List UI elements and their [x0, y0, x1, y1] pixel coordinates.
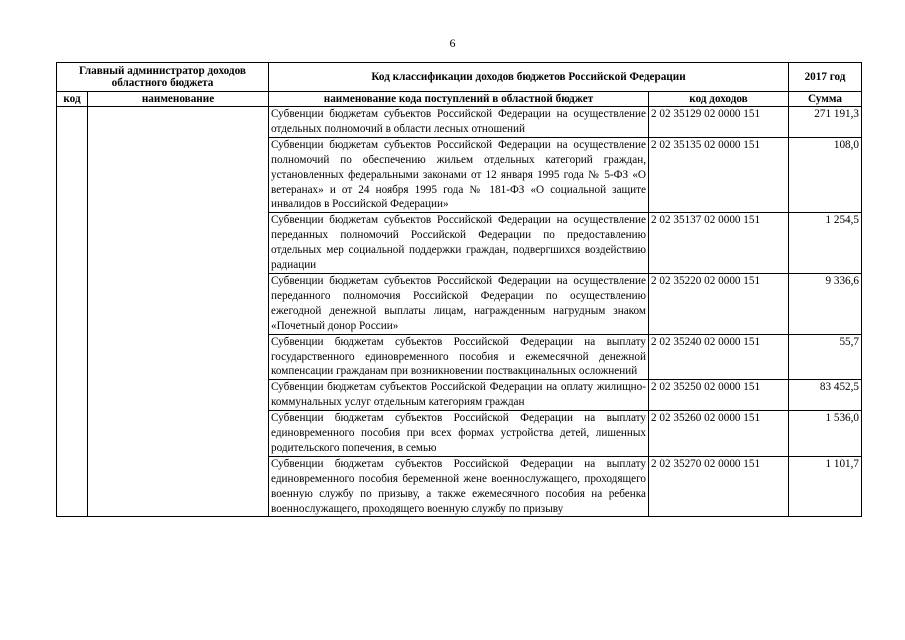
admin-code-cell — [57, 107, 88, 517]
revenue-name: Субвенции бюджетам субъектов Российской Федерации на оплату жилищно-коммунальных услуг отдельным категориям граждан — [269, 380, 649, 411]
header-col-revenue-code: код доходов — [649, 92, 789, 107]
revenue-name: Субвенции бюджетам субъектов Российской Федерации на осуществление полномочий по обеспечению жильем отдельных категорий граждан, установленных федеральными законами от 12 января 1995 года № 5-ФЗ «О ветеранах» и от 24 ноября 1995 года № 181-ФЗ «О социальной защите инвалидов в Российской Федерации» — [269, 137, 649, 213]
revenue-name: Субвенции бюджетам субъектов Российской Федерации на осуществление отдельных полномочий в области лесных отношений — [269, 107, 649, 138]
table-row — [57, 107, 862, 138]
revenue-name: Субвенции бюджетам субъектов Российской Федерации на выплату единовременного пособия беременной жене военнослужащего, проходящего военную службу по призыву, а также ежемесячного пособия на ребенка военнослужащего, проходящего военную службу по призыву — [269, 456, 649, 517]
header-classification-group: Код классификации доходов бюджетов Российской Федерации — [269, 63, 789, 92]
revenue-sum: 55,7 — [789, 334, 862, 380]
revenue-sum: 1 536,0 — [789, 411, 862, 457]
revenue-sum: 83 452,5 — [789, 380, 862, 411]
header-col-name: наименование — [88, 92, 269, 107]
revenue-sum: 9 336,6 — [789, 273, 862, 334]
header-col-revenue-name: наименование кода поступлений в областной бюджет — [269, 92, 649, 107]
header-admin-group: Главный администратор доходов областного бюджета — [57, 63, 269, 92]
revenue-sum: 1 101,7 — [789, 456, 862, 517]
revenue-code: 2 02 35129 02 0000 151 — [649, 107, 789, 138]
revenue-name: Субвенции бюджетам субъектов Российской Федерации на выплату государственного единовременного пособия и ежемесячной денежной компенсации гражданам при возникновении поствакцинальных осложнений — [269, 334, 649, 380]
header-col-code: код — [57, 92, 88, 107]
revenue-name: Субвенции бюджетам субъектов Российской Федерации на выплату единовременного пособия при всех формах устройства детей, лишенных родительского попечения, в семью — [269, 411, 649, 457]
revenue-code: 2 02 35260 02 0000 151 — [649, 411, 789, 457]
revenue-sum: 271 191,3 — [789, 107, 862, 138]
revenue-code: 2 02 35135 02 0000 151 — [649, 137, 789, 213]
revenue-code: 2 02 35250 02 0000 151 — [649, 380, 789, 411]
revenue-name: Субвенции бюджетам субъектов Российской Федерации на осуществление переданного полномочия Российской Федерации по осуществлению ежегодной денежной выплаты лицам, награжденным нагрудным знаком «Почетный донор России» — [269, 273, 649, 334]
revenue-code: 2 02 35270 02 0000 151 — [649, 456, 789, 517]
revenue-code: 2 02 35240 02 0000 151 — [649, 334, 789, 380]
page-number: 6 — [449, 36, 456, 50]
revenue-sum: 1 254,5 — [789, 213, 862, 274]
revenue-sum: 108,0 — [789, 137, 862, 213]
revenue-code: 2 02 35220 02 0000 151 — [649, 273, 789, 334]
header-year: 2017 год — [789, 63, 862, 92]
revenue-name: Субвенции бюджетам субъектов Российской Федерации на осуществление переданных полномочий Российской Федерации по предоставлению отдельных мер социальной поддержки граждан, подвергшихся воздействию радиации — [269, 213, 649, 274]
revenue-table — [56, 62, 862, 517]
header-col-sum: Сумма — [789, 92, 862, 107]
admin-name-cell — [88, 107, 269, 517]
revenue-code: 2 02 35137 02 0000 151 — [649, 213, 789, 274]
